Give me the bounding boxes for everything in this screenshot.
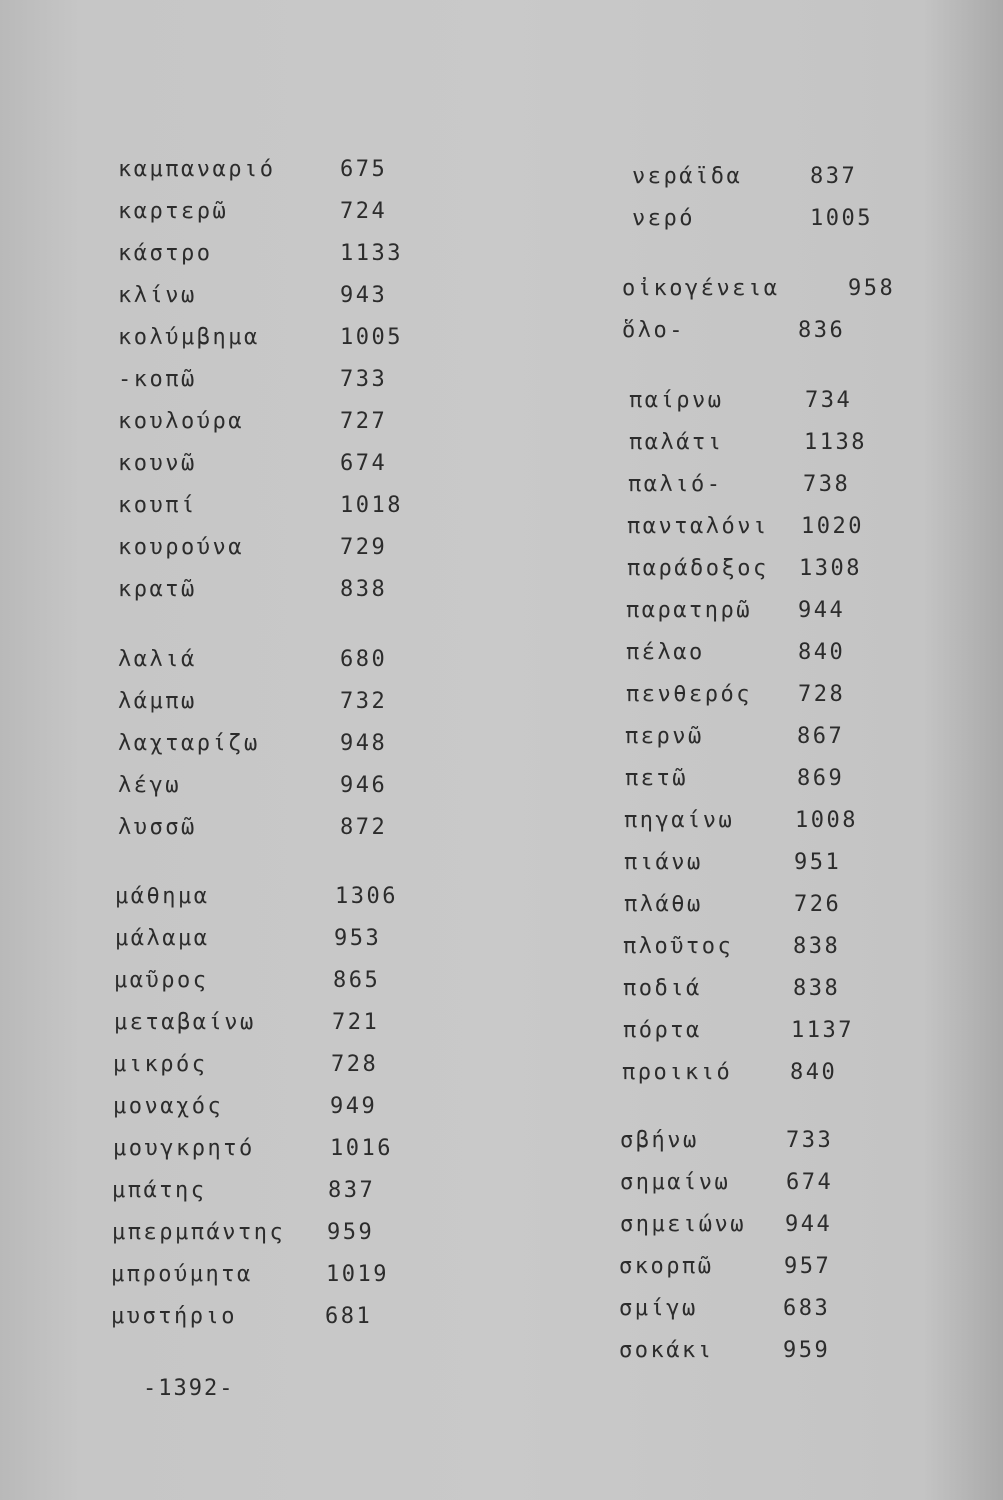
index-page-ref: 872 [340,815,388,840]
index-word: λέγω [118,773,181,798]
index-word: πέλαο [626,640,705,665]
index-word: μουγκρητό [113,1136,255,1161]
index-word: προικιό [622,1060,733,1085]
index-page-ref: 836 [798,318,846,343]
index-page-ref: 1308 [799,556,862,581]
index-page-ref: 1137 [791,1018,854,1043]
index-page-ref: 724 [340,199,388,224]
index-word: οἰκογένεια [622,276,780,301]
index-page-ref: 1306 [335,884,398,909]
index-word: μοναχός [113,1094,224,1119]
index-page-ref: 949 [330,1094,378,1119]
index-page-ref: 944 [785,1212,833,1237]
index-word: νεράϊδα [632,164,743,189]
index-word: καμπαναριό [118,157,276,182]
index-word: κουρούνα [118,535,244,560]
index-word: πενθερός [626,682,752,707]
index-page-ref: 674 [340,451,388,476]
index-page-ref: 1005 [810,206,873,231]
index-word: πανταλόνι [627,514,769,539]
index-page-ref: 726 [794,892,842,917]
index-page-ref: 674 [786,1170,834,1195]
index-word: κλίνω [118,283,197,308]
index-word: λυσσῶ [118,815,197,840]
index-word: καρτερῶ [118,199,229,224]
index-page-ref: 944 [798,598,846,623]
index-page-ref: 958 [848,276,896,301]
index-word: μπερμπάντης [112,1220,286,1245]
index-word: ὅλο- [622,318,685,343]
index-word: σημαίνω [620,1170,731,1195]
index-page-ref: 840 [798,640,846,665]
index-page-ref: 838 [793,976,841,1001]
index-word: σβήνω [620,1128,699,1153]
index-word: ποδιά [623,976,702,1001]
index-word: πηγαίνω [624,808,735,833]
index-page-ref: 838 [340,577,388,602]
index-page-ref: 943 [340,283,388,308]
index-word: μπρούμητα [111,1262,253,1287]
index-page-ref: 1005 [340,325,403,350]
index-word: παίρνω [629,388,724,413]
index-page-ref: 951 [794,850,842,875]
index-word: μαῦρος [114,968,209,993]
index-word: μεταβαίνω [114,1010,256,1035]
index-page-ref: 728 [331,1052,379,1077]
index-word: κουλούρα [118,409,244,434]
index-word: πετῶ [625,766,688,791]
index-page-ref: 837 [810,164,858,189]
index-page-ref: 721 [332,1010,380,1035]
index-page-ref: 1008 [795,808,858,833]
index-page-ref: 733 [786,1128,834,1153]
index-page-ref: 867 [797,724,845,749]
index-page-ref: 865 [333,968,381,993]
index-word: σημειώνω [620,1212,746,1237]
index-page-ref: 732 [340,689,388,714]
index-word: λαχταρίζω [118,731,260,756]
index-page-ref: 840 [790,1060,838,1085]
index-page-ref: 733 [340,367,388,392]
index-word: -κοπῶ [118,367,197,392]
index-word: πλοῦτος [623,934,734,959]
index-word: νερό [632,206,695,231]
index-word: πλάθω [624,892,703,917]
index-word: σοκάκι [619,1338,714,1363]
index-page-ref: 869 [797,766,845,791]
index-page-ref: 681 [325,1304,373,1329]
index-word: κρατῶ [118,577,197,602]
index-word: μικρός [113,1052,208,1077]
index-word: κάστρο [118,241,213,266]
index-page-ref: 1019 [326,1262,389,1287]
index-page-ref: 1133 [340,241,403,266]
index-word: κουπί [118,493,197,518]
index-word: πόρτα [623,1018,702,1043]
index-word: παλάτι [629,430,724,455]
index-page-ref: 734 [805,388,853,413]
index-page-ref: 1020 [801,514,864,539]
index-page-ref: 953 [334,926,382,951]
index-page-ref: 680 [340,647,388,672]
index-word: μυστήριο [111,1304,237,1329]
index-page-ref: 675 [340,157,388,182]
index-word: κολύμβημα [118,325,260,350]
index-page-ref: 838 [793,934,841,959]
index-page-ref: 1016 [330,1136,393,1161]
index-word: μάλαμα [115,926,210,951]
index-word: παλιό- [628,472,723,497]
index-word: λαλιά [118,647,197,672]
index-page-ref: 957 [784,1254,832,1279]
index-word: περνῶ [625,724,704,749]
index-page-ref: 1018 [340,493,403,518]
index-word: σμίγω [619,1296,698,1321]
index-page-ref: 729 [340,535,388,560]
index-page-ref: 959 [327,1220,375,1245]
index-page-ref: 837 [328,1178,376,1203]
page-number: -1392- [143,1376,235,1401]
index-word: κουνῶ [118,451,197,476]
index-word: πιάνω [624,850,703,875]
index-word: παράδοξος [627,556,769,581]
index-page-ref: 959 [783,1338,831,1363]
index-page-ref: 738 [803,472,851,497]
index-page-ref: 727 [340,409,388,434]
index-word: μπάτης [112,1178,207,1203]
index-word: παρατηρῶ [626,598,752,623]
index-page-ref: 946 [340,773,388,798]
index-page-ref: 728 [798,682,846,707]
index-word: μάθημα [115,884,210,909]
index-word: σκορπῶ [619,1254,714,1279]
index-page-ref: 1138 [804,430,867,455]
index-word: λάμπω [118,689,197,714]
index-page-ref: 683 [783,1296,831,1321]
index-page-ref: 948 [340,731,388,756]
